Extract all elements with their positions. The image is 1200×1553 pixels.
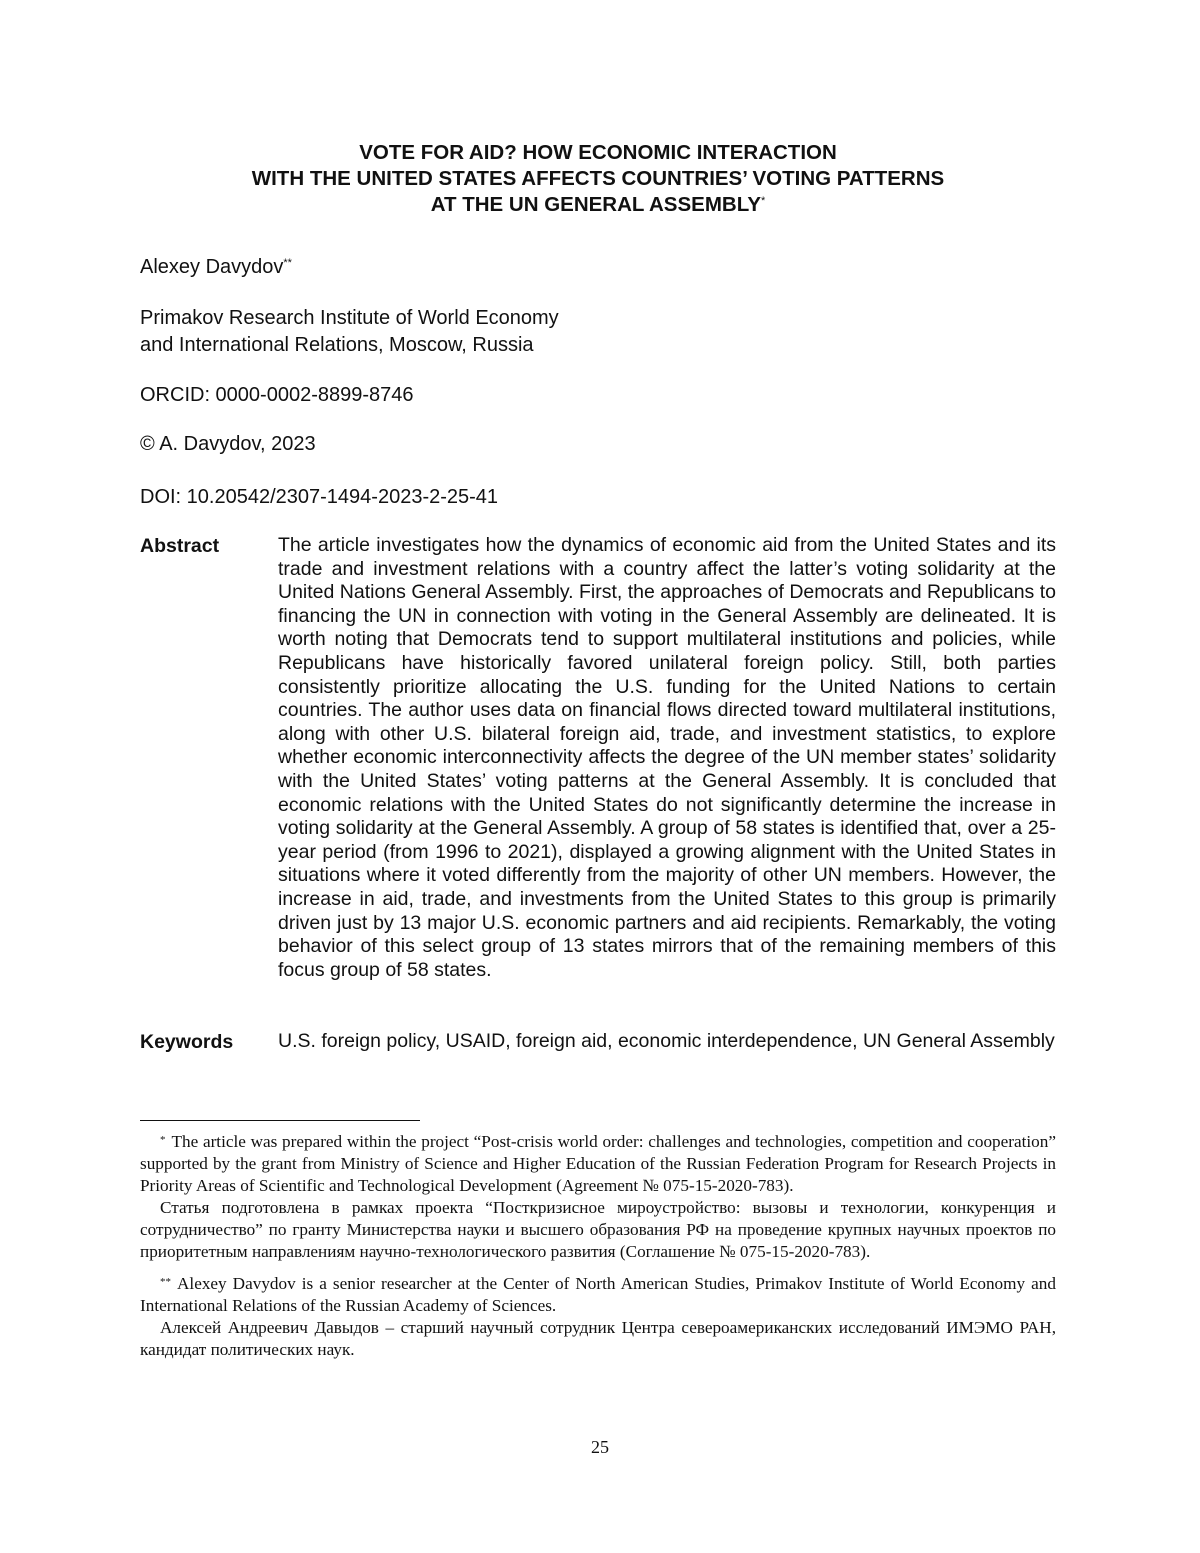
author-name-text: Alexey Davydov: [140, 256, 284, 278]
orcid[interactable]: ORCID: 0000-0002-8899-8746: [140, 384, 414, 406]
title-line-3: [140, 192, 1056, 218]
footnote-1-en: [140, 1131, 1056, 1197]
article-title: [140, 140, 1056, 218]
title-footnote-mark[interactable]: *: [761, 195, 766, 207]
footnote-2-en: [140, 1273, 1056, 1317]
keywords-text: U.S. foreign policy, USAID, foreign aid, economic interdependence, UN General Assembly: [278, 1030, 1055, 1052]
footnote-2-mark: **: [160, 1276, 171, 1288]
doi[interactable]: DOI: 10.20542/2307-1494-2023-2-25-41: [140, 486, 499, 508]
title-line-3-text: AT THE UN GENERAL ASSEMBLY: [430, 193, 762, 216]
author-name: [140, 254, 292, 281]
keywords-label: Keywords: [140, 1031, 234, 1053]
copyright-line: © A. Davydov, 2023: [140, 433, 316, 455]
footnote-2-en-text: Alexey Davydov is a senior researcher at the Center of North American Studies, Primakov Institute of World Economy and International Relations of the Russian Academy of Sciences.: [140, 1274, 1056, 1315]
abstract-label: Abstract: [140, 535, 220, 557]
page-number: 25: [591, 1437, 609, 1457]
title-line-2: WITH THE UNITED STATES AFFECTS COUNTRIES’ VOTING PATTERNS: [251, 167, 945, 190]
footnotes: [140, 1131, 1056, 1361]
footnote-1-en-text: The article was prepared within the project “Post-crisis world order: challenges and technologies, competition and cooperation” supported by the grant from Ministry of Science and Higher Education of the Russian Federation Program for Research Projects in Priority Areas of Scientific and Technological Development (Agreement № 075-15-2020-783).: [140, 1132, 1056, 1195]
footnote-separator: [140, 1120, 420, 1121]
footnote-1-mark: *: [160, 1134, 166, 1146]
affiliation-line-2: and International Relations, Moscow, Russia: [140, 334, 534, 356]
title-line-1: VOTE FOR AID? HOW ECONOMIC INTERACTION: [359, 141, 837, 164]
footnote-1-ru: Статья подготовлена в рамках проекта “Посткризисное мироустройство: вызовы и технологии, конкуренция и сотрудничество” по гранту Министерства науки и высшего образования РФ на проведение крупных научных проектов по приоритетным направлениям научно-технологического развития (Соглашение № 075-15-2020-783).: [140, 1198, 1056, 1261]
affiliation: [140, 305, 559, 359]
affiliation-line-1: Primakov Research Institute of World Economy: [140, 307, 559, 329]
abstract-text: The article investigates how the dynamics of economic aid from the United States and its trade and investment relations with a country affect the latter’s voting solidarity at the United Nations General Assembly. First, the approaches of Democrats and Republicans to financing the UN in connection with voting in the General Assembly are delineated. It is worth noting that Democrats tend to support multilateral institutions and policies, while Republicans have historically favored unilateral foreign policy. Still, both parties consistently prioritize allocating the U.S. funding for the United Nations to certain countries. The author uses data on financial flows directed toward multilateral institutions, along with other U.S. bilateral foreign aid, trade, and investment statistics, to explore whether economic interconnectivity affects the degree of the UN member states’ solidarity with the United States’ voting patterns at the General Assembly. It is concluded that economic relations with the United States do not significantly determine the increase in voting solidarity at the General Assembly. A group of 58 states is identified that, over a 25-year period (from 1996 to 2021), displayed a growing alignment with the United States in situations where it voted differently from the majority of other UN members. However, the increase in aid, trade, and investments from the United States to this group is primarily driven just by 13 major U.S. economic partners and aid recipients. Remarkably, the voting behavior of this select group of 13 states mirrors that of the remaining members of this focus group of 58 states.: [278, 534, 1056, 981]
footnote-2-ru: Алексей Андреевич Давыдов – старший научный сотрудник Центра североамериканских исследований ИМЭМО РАН, кандидат политических наук.: [140, 1318, 1056, 1359]
author-footnote-mark[interactable]: **: [283, 257, 292, 269]
